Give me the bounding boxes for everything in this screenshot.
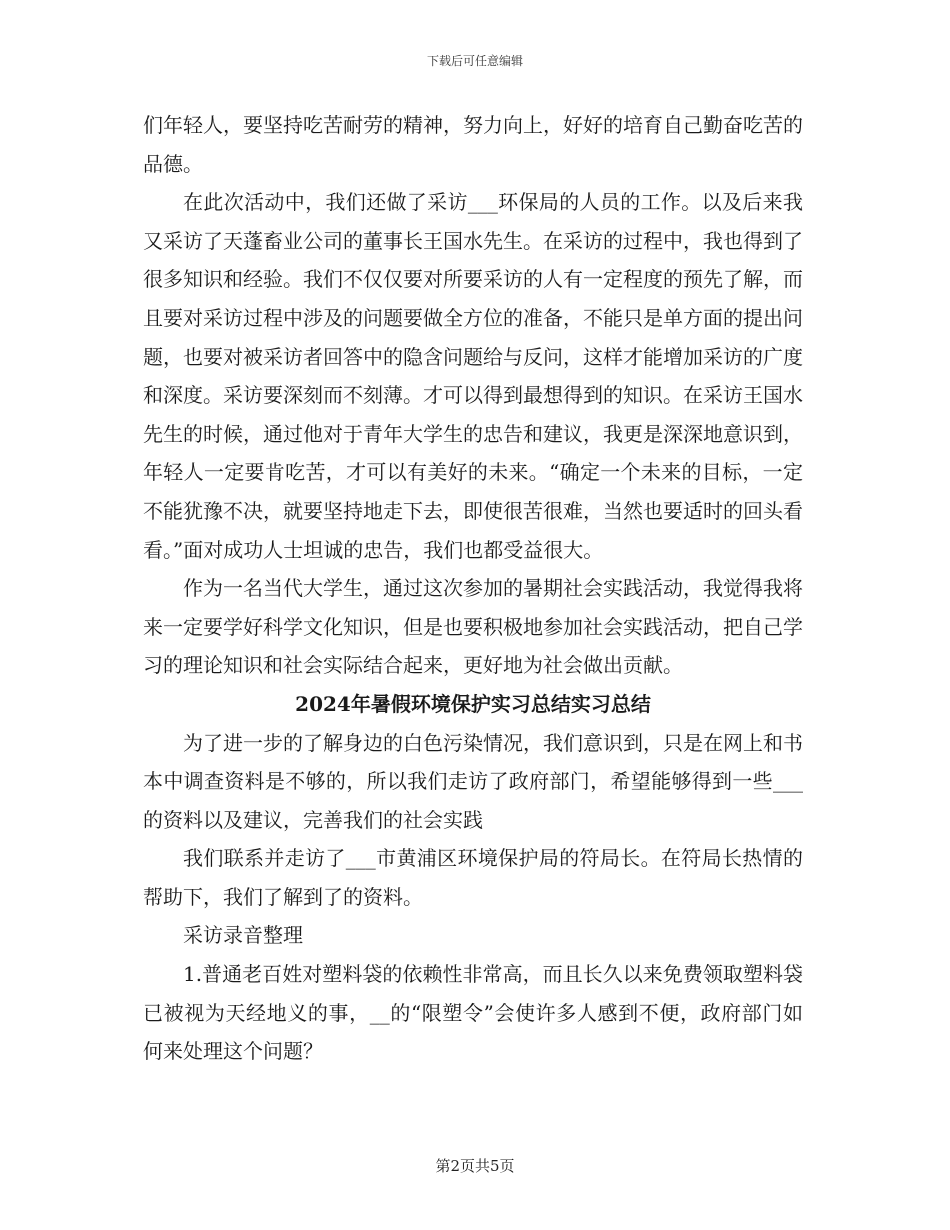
- page-footer: 第2页共5页: [435, 1157, 515, 1175]
- paragraph-5: 我们联系并走访了___市黄浦区环境保护局的符局长。在符局长热情的帮助下，我们了解到了的资料。: [143, 846, 803, 909]
- paragraph-7: 1.普通老百姓对塑料袋的依赖性非常高，而且长久以来免费领取塑料袋已被视为天经地义的事，__的“限塑令”会使许多人感到不便，政府部门如何来处理这个问题？: [143, 962, 803, 1064]
- paragraph-6: 采访录音整理: [183, 923, 303, 948]
- paragraph-3: 作为一名当代大学生，通过这次参加的暑期社会实践活动，我觉得我将来一定要学好科学文化知识，但是也要积极地参加社会实践活动，把自己学习的理论知识和社会实际结合起来，更好地为社会做出贡献。: [143, 576, 803, 678]
- page-header: 下载后可任意编辑: [426, 54, 523, 68]
- paragraph-1: 们年轻人，要坚持吃苦耐劳的精神，努力向上，好好的培育自己勤奋吃苦的品德。: [143, 113, 803, 176]
- section-title: 2024年暑假环境保护实习总结实习总结: [295, 691, 651, 716]
- document-body: [143, 106, 803, 1071]
- paragraph-4: 为了进一步的了解身边的白色污染情况，我们意识到，只是在网上和书本中调查资料是不够的，所以我们走访了政府部门，希望能够得到一些___的资料以及建议，完善我们的社会实践: [143, 730, 803, 832]
- paragraph-2: 在此次活动中，我们还做了采访___环保局的人员的工作。以及后来我又采访了天蓬畜业公司的董事长王国水先生。在采访的过程中，我也得到了很多知识和经验。我们不仅仅要对所要采访的人有一定程度的预先了解，而且要对采访过程中涉及的问题要做全方位的准备，不能只是单方面的提出问题，也要对被采访者回答中的隐含问题给与反问，这样才能增加采访的广度和深度。采访要深刻而不刻薄。才可以得到最想得到的知识。在采访王国水先生的时候，通过他对于青年大学生的忠告和建议，我更是深深地意识到，年轻人一定要肯吃苦，才可以有美好的未来。“确定一个未来的目标，一定不能犹豫不决，就要坚持地走下去，即使很苦很难，当然也要适时的回头看看。”面对成功人士坦诚的忠告，我们也都受益很大。: [143, 190, 803, 562]
